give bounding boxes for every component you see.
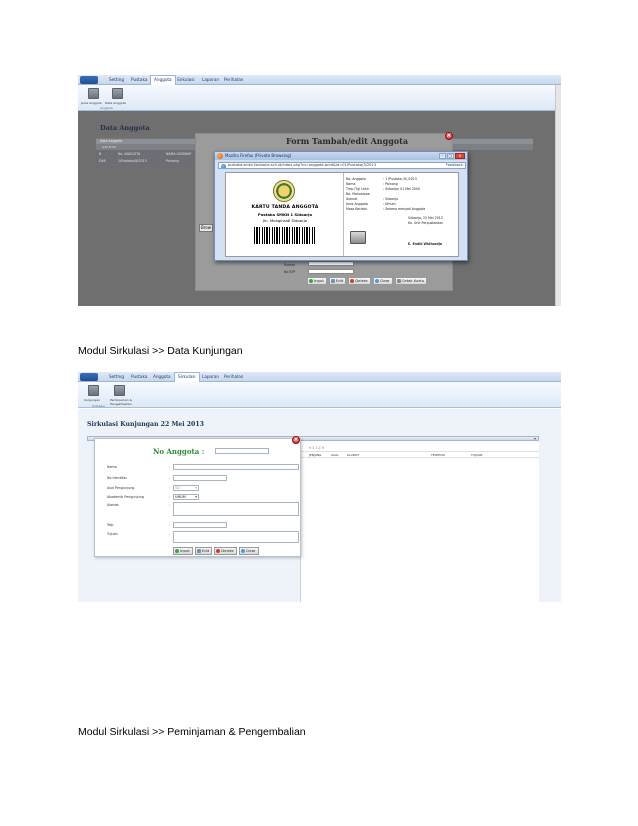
col-asal[interactable]: ASAL [331,453,339,457]
browser-title-bar [215,152,467,160]
grid-header-label: Data Anggota [100,139,123,143]
card-field [346,207,426,211]
form-button-bar [173,547,259,555]
row-id: B [99,152,102,156]
grid-toolbar[interactable]: Add Print [96,144,533,150]
barcode [254,227,316,244]
tab-setting[interactable]: Setting [109,374,124,379]
close-window-icon[interactable]: × [455,153,465,159]
clear-button-label: Clear [379,278,390,283]
address-bar-url: pustaka.smkn1sidoarjo.sch.id/index.php?m=anggota.print&id=01/Pustaka/3/2013 [228,163,376,167]
ribbon-tab-bar [78,75,561,85]
no-ktp-input[interactable] [308,269,354,274]
label-no-identitas: No Identitas [107,476,127,480]
input-button[interactable] [307,277,327,285]
card-field-value: : Sidoarjo [383,197,399,201]
label-akademik-pengunjung: Akademik Pengunjung [107,495,144,499]
colon: : [169,486,171,490]
rumah-input[interactable] [308,261,354,266]
colon: : [169,523,171,527]
card-field [346,197,399,201]
school-emblem-icon [273,180,295,202]
card-field-key: No. Anggota [346,177,366,181]
row-no: 1/Pustaka/III/2013 [118,159,147,163]
tab-setting[interactable]: Setting [109,77,124,82]
app-menu-button[interactable] [80,373,98,381]
app-menu-button[interactable] [80,76,98,84]
firefox-icon [217,153,223,159]
tab-perihalan[interactable]: Perihalan [224,77,244,82]
printer-icon [350,231,366,244]
cetak-kartu-button-label: Cetak Kartu [401,278,425,283]
card-field-key: Masa Berlaku [346,207,368,211]
globe-icon [221,164,226,169]
scrollbar[interactable] [555,85,561,306]
minimize-icon[interactable]: – [439,153,446,159]
browse-button[interactable]: Brow [201,225,212,230]
tab-laporan[interactable]: Laporan [202,374,220,379]
card-field-value: : Painong [383,182,398,186]
delete-button[interactable] [214,547,236,555]
close-icon[interactable]: × [293,436,299,443]
delete-icon [350,279,354,283]
edit-icon [331,279,335,283]
tab-anggota[interactable]: Anggota [153,374,171,379]
print-icon [397,279,401,283]
ribbon-body [78,382,561,408]
card-field-key: Nama [346,182,356,186]
input-button[interactable] [173,547,193,555]
card-field [346,202,396,206]
window-controls [439,153,465,159]
clear-button[interactable] [239,547,259,555]
card-unit: Ka. Unit Perpustakaan [408,221,444,225]
label-tujuan: Tujuan [107,532,118,536]
grid-pager[interactable]: H 4 1 Z H [301,445,539,452]
panel-title: Data Anggota [100,124,150,132]
clear-icon [375,279,379,283]
edit-button-label: Edit [201,548,210,553]
form-button-bar [307,277,427,285]
card-field [346,192,370,196]
chevron-down-icon: ▾ [195,486,197,490]
colon: : [169,503,171,507]
label-nama: Nama [107,465,117,469]
tab-pustaka[interactable]: Pustaka [131,77,148,82]
tab-laporan[interactable]: Laporan [202,77,220,82]
akademik-select[interactable] [173,494,199,500]
col-tujuan[interactable]: TUJUAN [471,453,483,457]
feedback-button[interactable]: Feedback [445,163,463,167]
input-button-label: Input [314,278,324,283]
clear-icon [241,549,245,553]
input-icon [309,279,313,283]
telp-input[interactable] [173,522,227,528]
cetak-kartu-button[interactable] [395,277,427,285]
browser-popup-window [214,151,468,261]
ribbon-label-jenis-anggota: Jenis Anggota [81,101,102,105]
edit-button[interactable] [195,547,212,555]
alamat-textarea[interactable] [173,502,299,516]
delete-button[interactable] [348,277,370,285]
card-subtitle: Pustaka SMKN 1 Sidoarjo [257,212,313,217]
card-field-value: : Selama menjadi Anggota [383,207,426,211]
col-jenjang[interactable]: JENJANG [309,453,322,457]
screenshot-data-anggota [78,75,561,306]
col-telepon[interactable]: TELEPON [431,453,445,457]
tujuan-textarea[interactable] [173,531,299,543]
member-card [225,172,459,257]
colon: : [169,495,171,499]
delete-button-label: Delete [355,278,368,283]
label-alamat: Alamat [107,503,119,507]
ribbon-group-label: Sirkulasi [92,404,105,408]
clear-button[interactable] [373,277,393,285]
tab-sirkulasi[interactable]: Sirkulasi [177,77,195,82]
ribbon-label-data-anggota: Data Anggota [105,101,126,105]
caption-peminjaman: Modul Sirkulasi >> Peminjaman & Pengembalian [78,726,306,738]
row-nama: Painong [166,159,179,163]
kunjungan-form [94,438,301,557]
ribbon-label-kunjungan: Kunjungan [84,398,100,402]
card-place-date: Sidoarjo, 22 Mei 2013 [408,216,443,220]
delete-icon [216,549,220,553]
card-field-key: Alamat [346,197,358,201]
maximize-icon[interactable]: □ [448,153,453,158]
tab-sirkulasi[interactable]: Sirkulasi [174,372,200,382]
edit-button[interactable] [329,277,346,285]
ribbon-label-peminjaman: Peminjaman & Pengembalian [110,398,132,406]
grid-column-headers [301,452,539,458]
ribbon-body [78,85,561,111]
card-field-value: : Umum [383,202,396,206]
tab-perihalan[interactable]: Perihalan [224,374,244,379]
kunjungan-icon[interactable] [88,385,99,396]
col-alamat[interactable]: ALAMAT [347,453,360,457]
colon: : [169,476,171,480]
delete-button-label: Delete [221,548,234,553]
row-no: No. ANGGOTA [118,152,141,156]
edit-icon [197,549,201,553]
asal-pengunjung-select[interactable] [173,485,199,491]
card-signer: E. Endik Widhardjo [408,242,442,246]
collapse-icon[interactable]: ▾ [533,436,536,441]
label-no-ktp: No KTP [284,270,296,274]
card-field-key: No. Mahasiswa [346,192,370,196]
akademik-value: UMUM [175,495,186,499]
card-field-value: : 1 /Pustaka /III /2013 [383,177,417,181]
card-left-panel [226,173,344,256]
tab-anggota[interactable]: Anggota [150,75,176,85]
tab-pustaka[interactable]: Pustaka [131,374,148,379]
no-anggota-input[interactable] [215,448,269,454]
card-field-key: Tmp./Tgl Lahir [346,187,369,191]
address-bar[interactable] [218,162,466,169]
card-title: KARTU TANDA ANGGOTA [251,205,319,210]
no-identitas-input[interactable] [173,475,227,481]
label-asal-pengunjung: Asal Pengunjung [107,486,135,490]
screenshot-sirkulasi-kunjungan [78,372,561,602]
peminjaman-icon[interactable] [114,385,125,396]
card-address: Jln. Monginsidi Sidoarjo [262,218,308,223]
clear-button-label: Clear [245,548,256,553]
label-rumah: Rumah [284,263,296,267]
form-title: Form Tambah/edit Anggota [286,136,409,146]
data-anggota-icon[interactable] [112,88,123,99]
card-field-value: : Sidoarjo/ 01 Mei 2000 [383,187,420,191]
ribbon-tab-bar [78,372,561,382]
card-field [346,182,398,186]
colon: : [169,532,171,536]
row-nama: NAMA LENGKAP [166,152,192,156]
colon: : [169,465,171,469]
input-button-label: Input [180,548,190,553]
visitor-grid [300,441,539,602]
card-field [346,187,420,191]
ribbon-group-label: Anggota [100,106,113,110]
caption-data-kunjungan: Modul Sirkulasi >> Data Kunjungan [78,345,243,357]
nama-input[interactable] [173,464,299,470]
asal-value: SD [175,486,180,490]
jenis-anggota-icon[interactable] [88,88,99,99]
card-field [346,177,417,181]
edit-button-label: Edit [335,278,344,283]
row-id: D46 [99,159,106,163]
chevron-down-icon: ▾ [195,495,197,499]
close-icon[interactable]: × [446,132,452,139]
no-anggota-label: No Anggota : [153,447,205,456]
input-icon [175,549,179,553]
card-field-key: Jenis Anggota [346,202,368,206]
panel-title: Sirkulasi Kunjungan 22 Mei 2013 [87,421,204,428]
browser-title: Mozilla Firefox (Private Browsing) [225,153,292,158]
label-telp: Telp [107,523,114,527]
